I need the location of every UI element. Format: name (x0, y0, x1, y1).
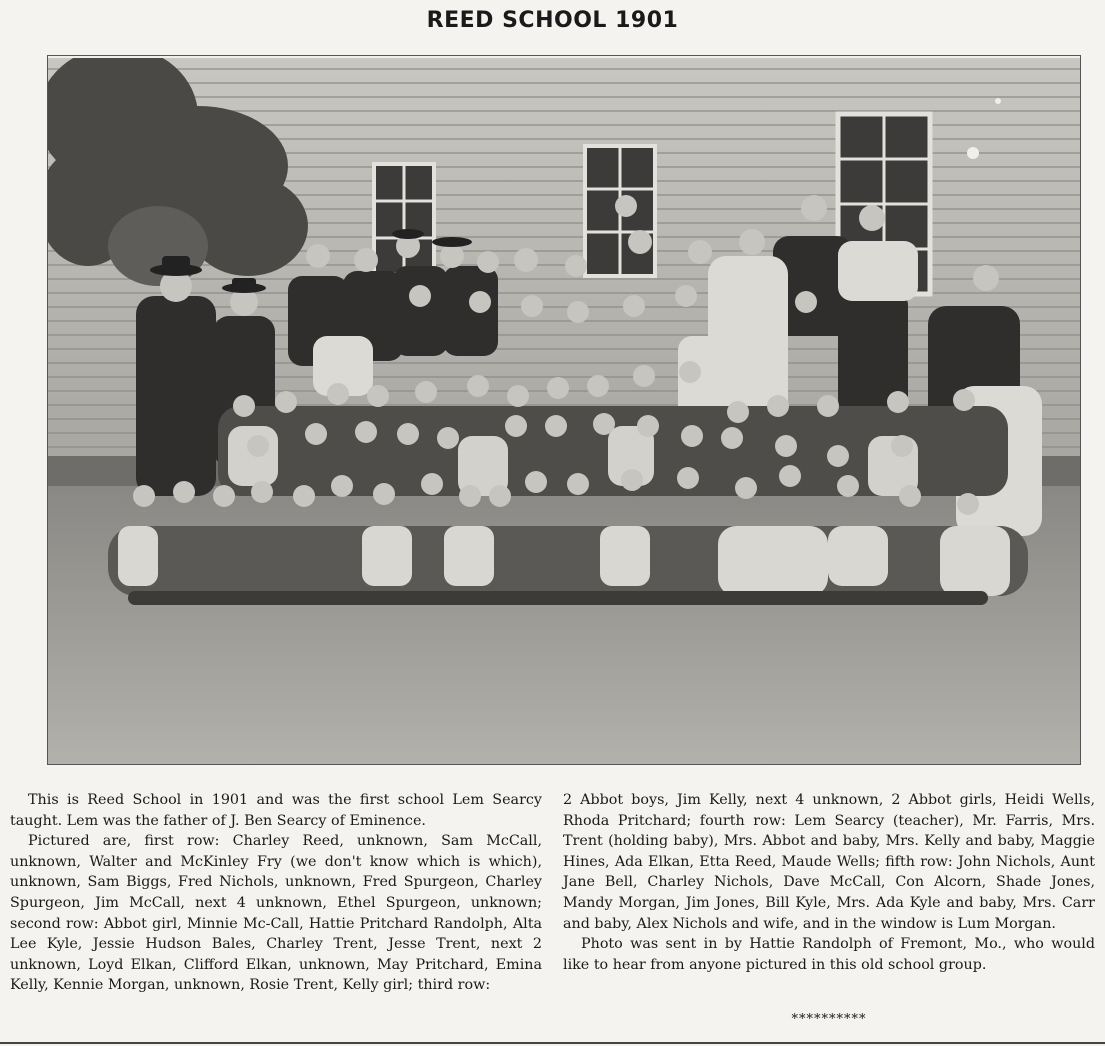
photo-illustration (48, 56, 1080, 764)
caption-column-left (10, 790, 542, 996)
window-left (374, 164, 434, 274)
bottom-rule (0, 1042, 1105, 1044)
caption-column-right (563, 790, 1095, 975)
caption-paragraph-credit: Photo was sent in by Hattie Randolph of Fremont, Mo., who would like to hear from anyone pictured in this old school group. (563, 936, 1095, 973)
school-group-photo (48, 56, 1080, 764)
caption-paragraph-names-cont: 2 Abbot boys, Jim Kelly, next 4 unknown, 2 Abbot girls, Heidi Wells, Rhoda Pritchard; fourth row: Lem Searcy (teacher), Mr. Farris, Mrs. Trent (holding baby), Mrs. Abbot and baby, Mrs. Kelly and baby, Maggie Hines, Ada Elkan, Etta Reed, Maude Wells; fifth row: John Nichols, Aunt Jane Bell, Charley Nichols, Dave McCall, Con Alcorn, Shade Jones, Mandy Morgan, Jim Jones, Bill Kyle, Mrs. Ada Kyle and baby, Mrs. Carr and baby, Alex Nichols and wife, and in the window is Lum Morgan. (563, 792, 1095, 932)
article-headline: REED SCHOOL 1901 (426, 8, 679, 33)
caption-paragraph-intro: This is Reed School in 1901 and was the first school Lem Searcy taught. Lem was the father of J. Ben Searcy of Eminence. (10, 792, 542, 829)
caption-paragraph-names: Pictured are, first row: Charley Reed, unknown, Sam McCall, unknown, Walter and McKinley Fry (we don't know which is which), unknown, Sam Biggs, Fred Nichols, unknown, Fred Spurgeon, Charley Spurgeon, Jim McCall, next 4 unknown, Ethel Spurgeon, unknown; second row: Abbot girl, Minnie Mc-Call, Hattie Pritchard Randolph, Alta Lee Kyle, Jessie Hudson Bales, Charley Trent, Jesse Trent, next 2 unknown, Loyd Elkan, Clifford Elkan, unknown, May Pritchard, Emina Kelly, Kennie Morgan, unknown, Rosie Trent, Kelly girl; third row: (10, 833, 542, 994)
end-mark: ********** (791, 1012, 867, 1027)
